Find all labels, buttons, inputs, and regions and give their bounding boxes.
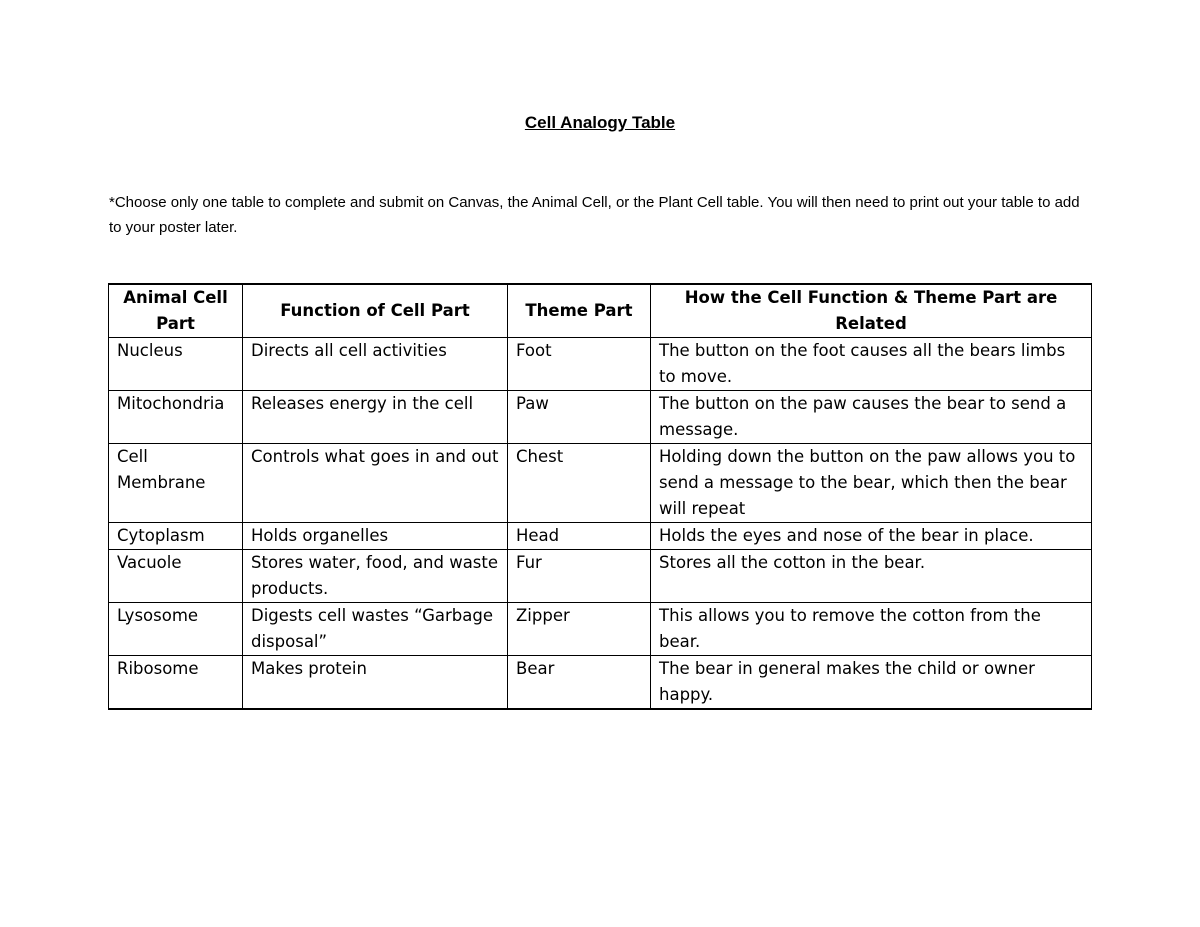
cell-function: Holds organelles	[243, 523, 508, 550]
theme-part: Paw	[508, 391, 651, 444]
cell-function: Digests cell wastes “Garbage disposal”	[243, 603, 508, 656]
instructions-text: *Choose only one table to complete and submit on Canvas, the Animal Cell, or the Plant Cell table. You will then need to print out your table to add to your poster later.	[109, 194, 1080, 236]
document-title: Cell Analogy Table	[524, 113, 676, 132]
relation: This allows you to remove the cotton from the bear.	[651, 603, 1092, 656]
table-row	[109, 656, 1092, 710]
cell-part: Nucleus	[109, 338, 243, 391]
theme-part: Fur	[508, 550, 651, 603]
cell-part: Lysosome	[109, 603, 243, 656]
theme-part: Zipper	[508, 603, 651, 656]
cell-part: Ribosome	[109, 656, 243, 710]
theme-part: Bear	[508, 656, 651, 710]
cell-part: Cytoplasm	[109, 523, 243, 550]
table-row	[109, 550, 1092, 603]
cell-function: Makes protein	[243, 656, 508, 710]
cell-function: Releases energy in the cell	[243, 391, 508, 444]
cell-part: Vacuole	[109, 550, 243, 603]
cell-function: Controls what goes in and out	[243, 444, 508, 523]
header-how-related: How the Cell Function & Theme Part are Related	[651, 284, 1092, 338]
theme-part: Chest	[508, 444, 651, 523]
cell-part: Cell Membrane	[109, 444, 243, 523]
relation: The button on the foot causes all the bears limbs to move.	[651, 338, 1092, 391]
relation: Holds the eyes and nose of the bear in place.	[651, 523, 1092, 550]
header-function-of-cell-part: Function of Cell Part	[243, 284, 508, 338]
table-header-row	[109, 284, 1092, 338]
theme-part: Foot	[508, 338, 651, 391]
table-row	[109, 444, 1092, 523]
cell-analogy-table	[108, 283, 1092, 710]
relation: Holding down the button on the paw allows you to send a message to the bear, which then the bear will repeat	[651, 444, 1092, 523]
table-row	[109, 523, 1092, 550]
table-row	[109, 338, 1092, 391]
relation: The bear in general makes the child or owner happy.	[651, 656, 1092, 710]
relation: Stores all the cotton in the bear.	[651, 550, 1092, 603]
table-row	[109, 391, 1092, 444]
theme-part: Head	[508, 523, 651, 550]
header-animal-cell-part: Animal Cell Part	[109, 284, 243, 338]
table-row	[109, 603, 1092, 656]
cell-function: Stores water, food, and waste products.	[243, 550, 508, 603]
cell-function: Directs all cell activities	[243, 338, 508, 391]
cell-part: Mitochondria	[109, 391, 243, 444]
relation: The button on the paw causes the bear to send a message.	[651, 391, 1092, 444]
header-theme-part: Theme Part	[508, 284, 651, 338]
